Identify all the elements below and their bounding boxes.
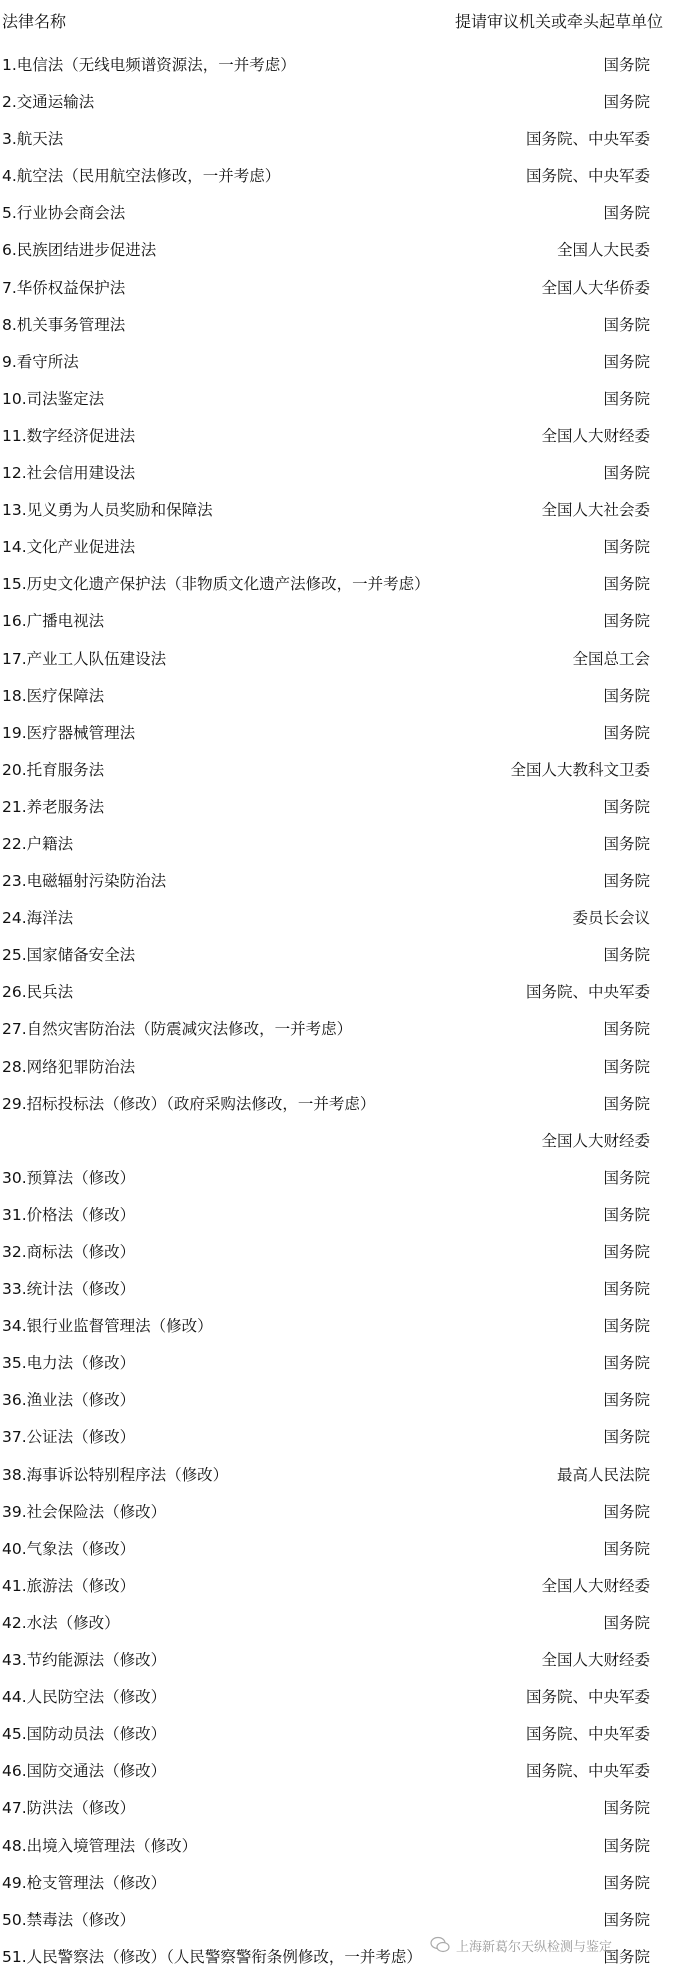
table-header <box>0 0 675 37</box>
law-table-body <box>0 44 675 1973</box>
submitting-org: 国务院 <box>603 1613 650 1632</box>
submitting-org: 国务院 <box>603 1317 650 1336</box>
law-name: 28.网络犯罪防治法 <box>2 1057 136 1076</box>
law-name: 7.华侨权益保护法 <box>2 278 126 297</box>
submitting-org: 国务院 <box>603 1205 650 1224</box>
table-row <box>0 1565 675 1602</box>
table-row <box>0 1787 675 1824</box>
table-row <box>0 415 675 452</box>
law-name: 35.电力法（修改） <box>2 1354 136 1373</box>
law-name: 45.国防动员法（修改） <box>2 1725 167 1744</box>
table-row <box>0 749 675 786</box>
submitting-org: 国务院 <box>603 352 650 371</box>
law-name: 27.自然灾害防治法（防震减灾法修改，一并考虑） <box>2 1020 353 1039</box>
submitting-org: 国务院 <box>603 1947 650 1966</box>
law-name: 10.司法鉴定法 <box>2 389 105 408</box>
table-row <box>0 971 675 1008</box>
law-name: 6.民族团结进步促进法 <box>2 241 157 260</box>
law-name: 2.交通运输法 <box>2 93 95 112</box>
table-row <box>0 563 675 600</box>
law-name: 23.电磁辐射污染防治法 <box>2 872 167 891</box>
table-row <box>0 1454 675 1491</box>
table-row <box>0 712 675 749</box>
law-name: 36.渔业法（修改） <box>2 1391 136 1410</box>
table-row <box>0 341 675 378</box>
table-row <box>0 934 675 971</box>
law-name: 29.招标投标法（修改）（政府采购法修改，一并考虑） <box>2 1094 376 1113</box>
submitting-org: 国务院 <box>603 1539 650 1558</box>
table-row <box>0 1713 675 1750</box>
submitting-org: 国务院 <box>603 1280 650 1299</box>
table-row <box>0 1676 675 1713</box>
table-row <box>0 638 675 675</box>
table-row <box>0 1379 675 1416</box>
law-name: 40.气象法（修改） <box>2 1539 136 1558</box>
table-row <box>0 452 675 489</box>
law-name: 5.行业协会商会法 <box>2 204 126 223</box>
law-name: 33.统计法（修改） <box>2 1280 136 1299</box>
table-row <box>0 118 675 155</box>
law-name: 4.航空法（民用航空法修改，一并考虑） <box>2 167 281 186</box>
law-name: 24.海洋法 <box>2 909 74 928</box>
submitting-org: 国务院 <box>603 1391 650 1410</box>
table-row <box>0 1491 675 1528</box>
submitting-org: 全国人大社会委 <box>541 501 650 520</box>
watermark-text: 上海新葛尔天纵检测与鉴定 <box>456 1939 613 1955</box>
law-name: 11.数字经济促进法 <box>2 426 136 445</box>
submitting-org: 国务院 <box>603 612 650 631</box>
law-name: 8.机关事务管理法 <box>2 315 126 334</box>
law-name: 44.人民防空法（修改） <box>2 1688 167 1707</box>
submitting-org: 国务院 <box>603 1057 650 1076</box>
table-row <box>0 155 675 192</box>
table-row <box>0 229 675 266</box>
submitting-org: 国务院 <box>603 1354 650 1373</box>
law-name: 9.看守所法 <box>2 352 79 371</box>
law-name: 42.水法（修改） <box>2 1613 120 1632</box>
law-name: 38.海事诉讼特别程序法（修改） <box>2 1465 229 1484</box>
law-name: 19.医疗器械管理法 <box>2 723 136 742</box>
table-row <box>0 378 675 415</box>
law-name: 25.国家储备安全法 <box>2 946 136 965</box>
table-row <box>0 192 675 229</box>
submitting-org: 国务院 <box>603 1428 650 1447</box>
submitting-org: 国务院 <box>603 946 650 965</box>
law-name: 15.历史文化遗产保护法（非物质文化遗产法修改，一并考虑） <box>2 575 430 594</box>
table-row <box>0 526 675 563</box>
table-row <box>0 786 675 823</box>
law-name: 50.禁毒法（修改） <box>2 1910 136 1929</box>
table-row <box>0 1342 675 1379</box>
law-name: 30.预算法（修改） <box>2 1168 136 1187</box>
table-row <box>0 1825 675 1862</box>
law-name: 22.户籍法 <box>2 834 74 853</box>
submitting-org: 全国人大民委 <box>556 241 650 260</box>
law-name: 31.价格法（修改） <box>2 1205 136 1224</box>
table-row <box>0 1157 675 1194</box>
table-row <box>0 1231 675 1268</box>
table-row <box>0 1120 675 1157</box>
submitting-org: 国务院 <box>603 389 650 408</box>
submitting-org: 国务院 <box>603 686 650 705</box>
submitting-org: 国务院 <box>603 1910 650 1929</box>
submitting-org: 国务院、中央军委 <box>525 1688 650 1707</box>
table-row <box>0 1008 675 1045</box>
submitting-org: 国务院 <box>603 56 650 74</box>
table-row <box>0 1602 675 1639</box>
law-name: 12.社会信用建设法 <box>2 464 136 483</box>
table-row <box>0 860 675 897</box>
table-row <box>0 304 675 341</box>
submitting-org: 国务院 <box>603 1799 650 1818</box>
table-row <box>0 1639 675 1676</box>
table-row <box>0 897 675 934</box>
submitting-org: 国务院 <box>603 1020 650 1039</box>
law-name: 34.银行业监督管理法（修改） <box>2 1317 213 1336</box>
table-row <box>0 823 675 860</box>
table-row <box>0 1083 675 1120</box>
submitting-org: 国务院 <box>603 1168 650 1187</box>
law-name: 41.旅游法（修改） <box>2 1576 136 1595</box>
law-name: 3.航天法 <box>2 130 64 149</box>
submitting-org: 国务院 <box>603 1094 650 1113</box>
header-submitting-org: 提请审议机关或牵头起草单位 <box>454 12 663 31</box>
law-name: 49.枪支管理法（修改） <box>2 1873 167 1892</box>
table-row <box>0 1194 675 1231</box>
submitting-org: 国务院、中央军委 <box>525 1725 650 1744</box>
submitting-org: 国务院 <box>603 575 650 594</box>
law-name: 46.国防交通法（修改） <box>2 1762 167 1781</box>
law-name: 16.广播电视法 <box>2 612 105 631</box>
table-row <box>0 675 675 712</box>
submitting-org: 全国人大华侨委 <box>541 278 650 297</box>
submitting-org: 全国总工会 <box>572 649 650 668</box>
table-row <box>0 1416 675 1453</box>
submitting-org: 国务院 <box>603 93 650 112</box>
submitting-org: 全国人大财经委 <box>541 1131 650 1150</box>
submitting-org: 国务院 <box>603 538 650 557</box>
submitting-org: 国务院 <box>603 1836 650 1855</box>
table-row <box>0 1046 675 1083</box>
table-row <box>0 1750 675 1787</box>
table-row <box>0 267 675 304</box>
wechat-icon <box>430 1936 450 1954</box>
submitting-org: 国务院 <box>603 1502 650 1521</box>
submitting-org: 全国人大财经委 <box>541 426 650 445</box>
law-name: 18.医疗保障法 <box>2 686 105 705</box>
law-name: 26.民兵法 <box>2 983 74 1002</box>
table-row <box>0 1305 675 1342</box>
submitting-org: 国务院 <box>603 1873 650 1892</box>
submitting-org: 国务院 <box>603 834 650 853</box>
table-row <box>0 1862 675 1899</box>
table-row <box>0 81 675 118</box>
law-name: 20.托育服务法 <box>2 760 105 779</box>
law-name: 14.文化产业促进法 <box>2 538 136 557</box>
submitting-org: 全国人大财经委 <box>541 1576 650 1595</box>
header-law-name: 法律名称 <box>2 12 67 31</box>
law-name: 47.防洪法（修改） <box>2 1799 136 1818</box>
table-row <box>0 489 675 526</box>
table-row <box>0 1528 675 1565</box>
law-name: 32.商标法（修改） <box>2 1243 136 1261</box>
table-row <box>0 600 675 637</box>
law-name: 48.出境入境管理法（修改） <box>2 1836 198 1855</box>
law-name: 43.节约能源法（修改） <box>2 1651 167 1670</box>
submitting-org: 全国人大教科文卫委 <box>510 760 650 779</box>
submitting-org: 委员长会议 <box>572 909 650 928</box>
submitting-org: 国务院 <box>603 797 650 816</box>
submitting-org: 国务院 <box>603 204 650 223</box>
law-name: 51.人民警察法（修改）（人民警察警衔条例修改，一并考虑） <box>2 1947 422 1966</box>
submitting-org: 国务院、中央军委 <box>525 167 650 186</box>
submitting-org: 国务院 <box>603 464 650 483</box>
submitting-org: 全国人大财经委 <box>541 1651 650 1670</box>
table-row <box>0 1268 675 1305</box>
submitting-org: 国务院、中央军委 <box>525 130 650 149</box>
table-row <box>0 44 675 81</box>
law-name: 39.社会保险法（修改） <box>2 1502 167 1521</box>
submitting-org: 国务院 <box>603 315 650 334</box>
law-name: 37.公证法（修改） <box>2 1428 136 1447</box>
law-name: 17.产业工人队伍建设法 <box>2 649 167 668</box>
law-name: 13.见义勇为人员奖励和保障法 <box>2 501 213 520</box>
submitting-org: 国务院、中央军委 <box>525 1762 650 1781</box>
submitting-org: 最高人民法院 <box>556 1465 650 1484</box>
submitting-org: 国务院 <box>603 723 650 742</box>
submitting-org: 国务院 <box>603 1243 650 1261</box>
law-name: 21.养老服务法 <box>2 797 105 816</box>
law-name: 1.电信法（无线电频谱资源法，一并考虑） <box>2 56 296 74</box>
watermark <box>430 1930 670 1960</box>
submitting-org: 国务院、中央军委 <box>525 983 650 1002</box>
submitting-org: 国务院 <box>603 872 650 891</box>
